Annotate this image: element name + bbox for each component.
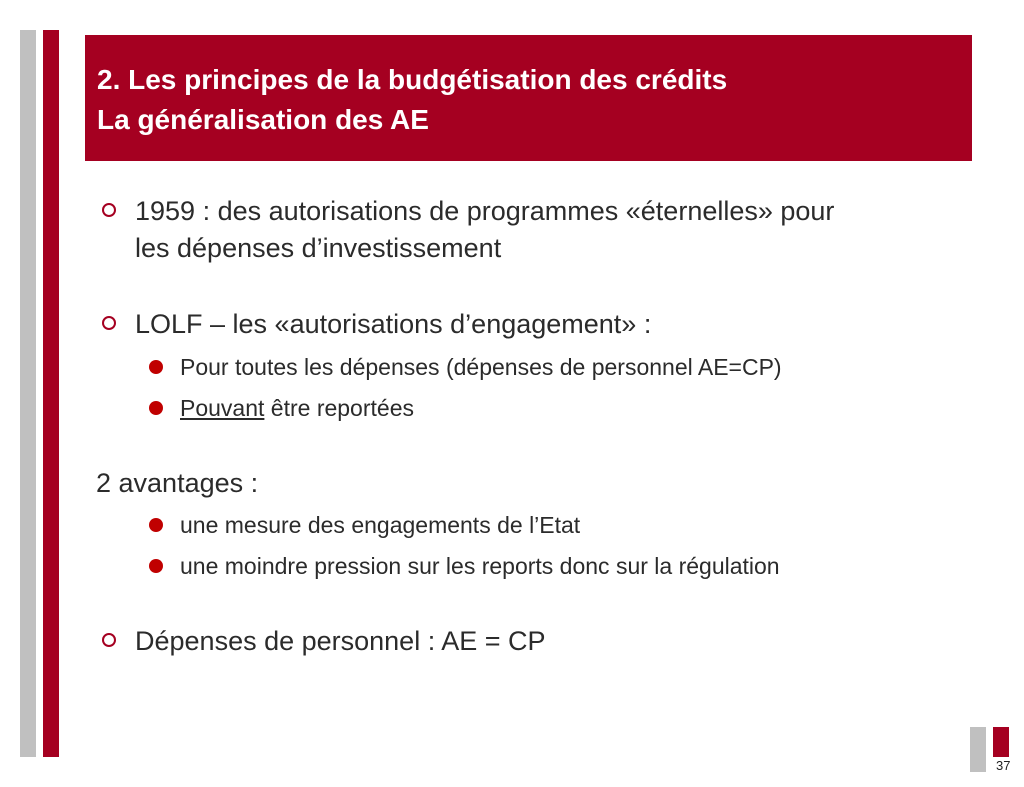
hollow-circle-icon (102, 316, 116, 330)
page-corner-gray-bar (970, 727, 986, 772)
sub-item-reportees-text: être reportées (264, 395, 414, 421)
bullet-item-lolf: LOLF – les «autorisations d’engagement» : (135, 309, 652, 339)
slide-title-line2: La généralisation des AE (97, 104, 429, 135)
title-band (85, 35, 972, 161)
filled-circle-icon (149, 518, 163, 532)
sub-item-reportees (180, 393, 414, 423)
bullet-item-1959-line1: 1959 : des autorisations de programmes «éternelles» pour (135, 196, 835, 226)
underlined-word-pouvant: Pouvant (180, 395, 265, 421)
filled-circle-icon (149, 360, 163, 374)
avantages-heading: 2 avantages : (96, 468, 259, 498)
hollow-circle-icon (102, 633, 116, 647)
page-number: 37 (996, 758, 1011, 773)
left-red-bar (43, 30, 59, 757)
slide-title-line1: 2. Les principes de la budgétisation des crédits (97, 64, 728, 95)
filled-circle-icon (149, 401, 163, 415)
hollow-circle-icon (102, 203, 116, 217)
sub-item-moindre-pression: une moindre pression sur les reports donc sur la régulation (180, 553, 780, 579)
sub-item-mesure-engagements: une mesure des engagements de l’Etat (180, 512, 581, 538)
page-corner-red-bar (993, 727, 1009, 757)
left-gray-bar (20, 30, 36, 757)
bullet-item-depenses-personnel: Dépenses de personnel : AE = CP (135, 626, 546, 656)
filled-circle-icon (149, 559, 163, 573)
bullet-item-1959-line2: les dépenses d’investissement (135, 233, 502, 263)
sub-item-toutes-depenses: Pour toutes les dépenses (dépenses de personnel AE=CP) (180, 354, 782, 380)
